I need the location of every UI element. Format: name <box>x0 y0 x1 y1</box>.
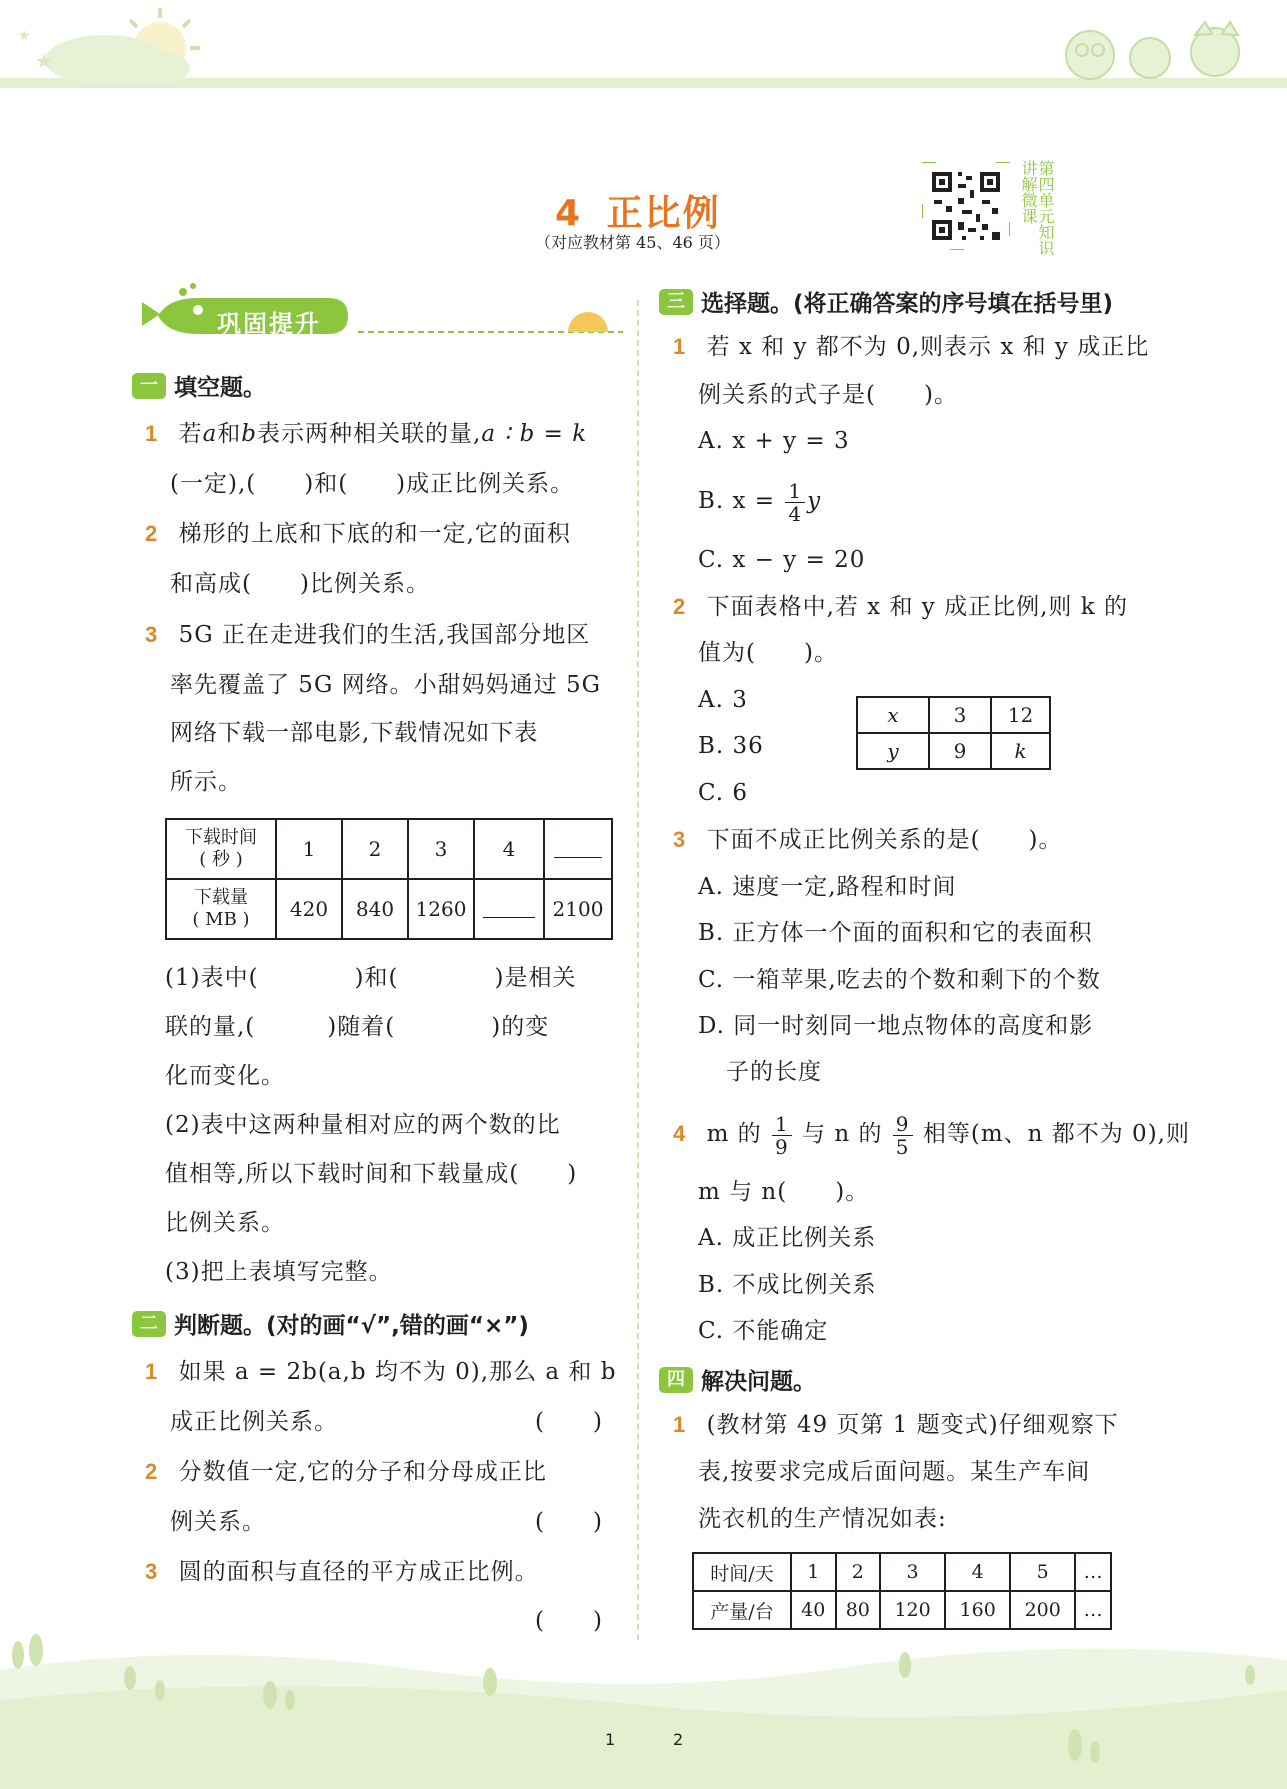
option-c[interactable]: C. 不能确定 <box>698 1318 829 1344</box>
left-q3-line4: 所示。 <box>170 769 242 795</box>
left-j2-line2: 例关系。 <box>170 1509 266 1535</box>
answer-paren[interactable]: ( ) <box>535 1409 603 1435</box>
option-b[interactable]: B. 36 <box>698 733 764 759</box>
left-q2-line1 <box>145 519 571 549</box>
left-q3-p1-line3: 化而变化。 <box>165 1063 285 1089</box>
question-number: 3 <box>145 622 159 647</box>
section-title: 解决问题。 <box>701 1369 816 1395</box>
table-row <box>857 733 1050 769</box>
right-s1-line2: 表,按要求完成后面问题。某生产车间 <box>698 1459 1091 1485</box>
table-row <box>693 1553 1111 1591</box>
question-number: 2 <box>145 1459 159 1484</box>
option-a[interactable]: A. 速度一定,路程和时间 <box>698 874 957 900</box>
header-unit: ( MB ) <box>192 909 250 930</box>
left-q3-p1-line1: (1)表中( )和( )是相关 <box>165 965 577 991</box>
page-number-right: 2 <box>673 1730 684 1749</box>
table-cell: 160 <box>945 1591 1010 1629</box>
table-cell: 840 <box>342 879 408 939</box>
right-c4-line2: m 与 n( )。 <box>698 1179 870 1205</box>
table-cell: 40 <box>791 1591 836 1629</box>
column-divider <box>637 300 639 1640</box>
header-text: 下载时间 <box>185 827 257 848</box>
left-q2-line2: 和高成( )比例关系。 <box>170 571 430 597</box>
answer-blank-cell[interactable] <box>544 819 612 879</box>
header-text: 下载量 <box>194 887 248 908</box>
text: 下面表格中,若 x 和 y 成正比例,则 k 的 <box>706 594 1128 620</box>
section-choice <box>659 285 1113 318</box>
table-row <box>857 697 1050 733</box>
question-number: 2 <box>145 521 159 546</box>
banner-label: 巩固提升 <box>217 310 321 338</box>
text: 若 x 和 y 都不为 0,则表示 x 和 y 成正比 <box>706 334 1150 360</box>
answer-paren[interactable]: ( ) <box>535 1509 603 1535</box>
option-text: B. x = <box>698 488 776 514</box>
table-cell: 4 <box>474 819 544 879</box>
right-c1-line2: 例关系的式子是( )。 <box>698 382 958 408</box>
table-cell: 4 <box>945 1553 1010 1591</box>
qr-code-icon[interactable] <box>922 162 1010 250</box>
title-text: 正比例 <box>606 193 721 234</box>
top-decoration <box>0 0 1287 110</box>
option-b[interactable]: B. 不成比例关系 <box>698 1272 877 1298</box>
xy-table <box>856 696 1051 770</box>
table-cell: 时间/天 <box>693 1553 791 1591</box>
sun-cloud-icon <box>18 8 200 86</box>
table-row <box>166 879 612 939</box>
page-subtitle: （对应教材第 45、46 页） <box>535 233 730 252</box>
left-q1-line2: (一定),( )和( )成正比例关系。 <box>170 471 575 497</box>
download-table <box>165 818 613 940</box>
answer-blank-cell[interactable] <box>474 879 544 939</box>
left-q3-p2-line1: (2)表中这两种量相对应的两个数的比 <box>165 1112 561 1138</box>
question-number: 1 <box>673 334 687 359</box>
table-cell: 120 <box>880 1591 945 1629</box>
table-cell: 200 <box>1010 1591 1075 1629</box>
numerator: 1 <box>772 1113 792 1136</box>
section-mark: 一 <box>132 373 166 399</box>
section-fill-blank <box>132 369 266 402</box>
table-cell: 产量/台 <box>693 1591 791 1629</box>
question-number: 1 <box>673 1412 687 1437</box>
table-cell <box>166 879 276 939</box>
table-row <box>166 819 612 879</box>
left-j3-line1 <box>145 1557 539 1587</box>
text: 表示两种相关联的量, <box>257 421 482 447</box>
left-q3-line3: 网络下载一部电影,下载情况如下表 <box>170 720 539 746</box>
banner-whale-icon <box>138 280 623 340</box>
option-b[interactable]: B. 正方体一个面的面积和它的表面积 <box>698 920 1093 946</box>
table-cell: … <box>1075 1553 1111 1591</box>
table-cell: x <box>857 697 929 733</box>
left-j2-line1 <box>145 1457 547 1487</box>
table-cell: 3 <box>880 1553 945 1591</box>
section-mark: 三 <box>659 289 693 315</box>
table-cell: k <box>991 733 1050 769</box>
section-judge <box>132 1307 529 1340</box>
fraction <box>785 480 805 525</box>
header-unit: ( 秒 ) <box>199 849 243 870</box>
table-cell: 9 <box>929 733 991 769</box>
question-number: 2 <box>673 594 687 619</box>
table-cell: … <box>1075 1591 1111 1629</box>
text: 梯形的上底和下底的和一定,它的面积 <box>178 521 571 547</box>
table-cell: 3 <box>929 697 991 733</box>
title-number: 4 <box>555 193 583 234</box>
right-s1-line3: 洗衣机的生产情况如表: <box>698 1506 947 1532</box>
option-text: y <box>807 488 822 514</box>
option-b[interactable] <box>698 472 821 530</box>
left-q1-line1 <box>145 419 587 449</box>
question-number: 3 <box>673 827 687 852</box>
text: 分数值一定,它的分子和分母成正比 <box>178 1459 547 1485</box>
text: 和 <box>217 421 242 447</box>
right-c3-line1 <box>673 825 1063 855</box>
left-j1-line1 <box>145 1357 616 1387</box>
blank-line <box>483 895 535 918</box>
text: 相等(m、n 都不为 0),则 <box>922 1121 1190 1147</box>
option-d-continued: 子的长度 <box>726 1059 822 1085</box>
var-a: a <box>202 421 218 447</box>
question-number: 3 <box>145 1559 159 1584</box>
table-cell: 1 <box>791 1553 836 1591</box>
section-mark: 二 <box>132 1311 166 1337</box>
left-q3-p2-line2: 值相等,所以下载时间和下载量成( ) <box>165 1161 578 1187</box>
page-title <box>555 185 721 236</box>
text: 下面不成正比例关系的是( )。 <box>706 827 1063 853</box>
text: 5G 正在走进我们的生活,我国部分地区 <box>178 622 591 648</box>
ratio-expression: a ∶ b = k <box>481 421 588 447</box>
right-c2-line1 <box>673 592 1128 622</box>
left-q3-p2-line3: 比例关系。 <box>165 1210 285 1236</box>
table-cell: 80 <box>836 1591 881 1629</box>
question-number: 4 <box>673 1121 687 1146</box>
qr-caption: 第四单元知识讲解微课 <box>1019 160 1055 256</box>
left-q3-p1-line2: 联的量,( )随着( )的变 <box>165 1014 550 1040</box>
option-c[interactable]: C. 6 <box>698 780 749 806</box>
denominator: 5 <box>895 1134 910 1159</box>
blank-line <box>554 835 602 858</box>
option-a[interactable]: A. 成正比例关系 <box>698 1225 877 1251</box>
option-a[interactable]: A. 3 <box>698 687 748 713</box>
text: 若 <box>178 421 203 447</box>
fraction <box>772 1113 792 1158</box>
section-title: 填空题。 <box>174 375 266 401</box>
table-cell: 1 <box>276 819 342 879</box>
right-c2-line2: 值为( )。 <box>698 640 838 666</box>
left-j1-line2: 成正比例关系。 <box>170 1409 338 1435</box>
left-q3-line2: 率先覆盖了 5G 网络。小甜妈妈通过 5G <box>170 672 601 698</box>
text: (教材第 49 页第 1 题变式)仔细观察下 <box>706 1412 1119 1438</box>
text: 圆的面积与直径的平方成正比例。 <box>178 1559 539 1585</box>
option-c[interactable]: C. 一箱苹果,吃去的个数和剩下的个数 <box>698 967 1101 993</box>
numerator: 1 <box>785 480 805 503</box>
animals-icon <box>1066 22 1239 79</box>
denominator: 4 <box>788 501 803 526</box>
var-b: b <box>241 421 258 447</box>
table-cell: 2 <box>342 819 408 879</box>
table-row <box>693 1591 1111 1629</box>
numerator: 9 <box>893 1113 913 1136</box>
table-cell: 3 <box>408 819 474 879</box>
svg-text:★: ★ <box>35 49 53 73</box>
production-table <box>692 1552 1112 1630</box>
table-cell: 2 <box>836 1553 881 1591</box>
text: m 的 <box>706 1121 762 1147</box>
left-q3-line1 <box>145 620 590 650</box>
option-a[interactable]: A. x + y = 3 <box>698 428 850 454</box>
page-number-left: 1 <box>605 1730 616 1749</box>
question-number: 1 <box>145 421 159 446</box>
table-cell: y <box>857 733 929 769</box>
table-cell: 1260 <box>408 879 474 939</box>
denominator: 9 <box>775 1134 789 1159</box>
table-cell <box>166 819 276 879</box>
section-title: 判断题。(对的画“√”,错的画“×”) <box>174 1313 529 1339</box>
right-s1-line1 <box>673 1410 1119 1440</box>
option-c[interactable]: C. x − y = 20 <box>698 547 866 573</box>
left-q3-p3: (3)把上表填写完整。 <box>165 1259 393 1285</box>
section-solve <box>659 1363 816 1396</box>
text: 如果 a = 2b(a,b 均不为 0),那么 a 和 b <box>178 1359 617 1385</box>
question-number: 1 <box>145 1359 159 1384</box>
svg-text:★: ★ <box>18 28 31 44</box>
option-d[interactable]: D. 同一时刻同一地点物体的高度和影 <box>698 1013 1094 1039</box>
table-cell: 12 <box>991 697 1050 733</box>
section-mark: 四 <box>659 1367 693 1393</box>
table-cell: 2100 <box>544 879 612 939</box>
bottom-hills-decoration <box>0 1630 1287 1789</box>
text: 与 n 的 <box>802 1121 883 1147</box>
answer-paren[interactable]: ( ) <box>535 1608 603 1634</box>
fraction <box>893 1113 913 1158</box>
section-title: 选择题。(将正确答案的序号填在括号里) <box>701 291 1114 317</box>
right-c4-line1 <box>673 1104 1190 1164</box>
right-c1-line1 <box>673 332 1149 362</box>
table-cell: 5 <box>1010 1553 1075 1591</box>
table-cell: 420 <box>276 879 342 939</box>
